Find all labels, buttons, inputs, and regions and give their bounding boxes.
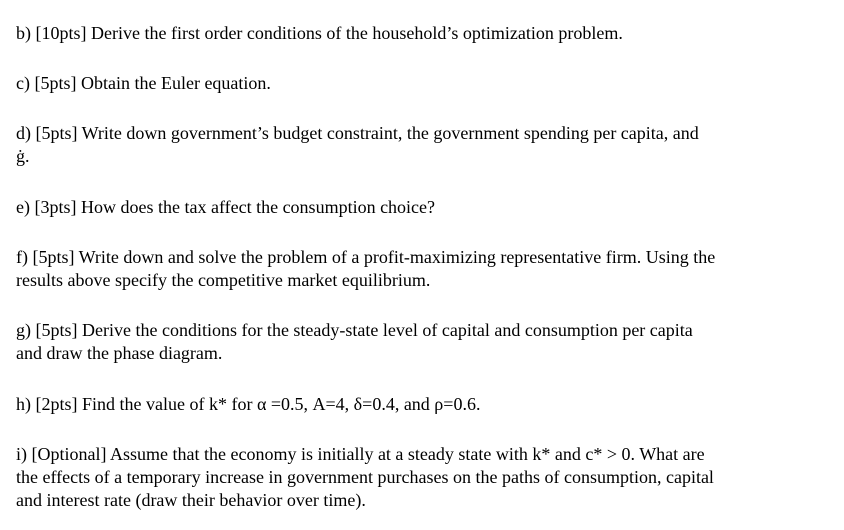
question-g (16, 319, 826, 365)
question-f-line-1: f) [5pts] Write down and solve the problem of a profit-maximizing representative firm. Using the (16, 247, 716, 267)
question-d-line-2: ġ. (16, 146, 30, 166)
question-b-line-1: b) [10pts] Derive the first order conditions of the household’s optimization problem. (16, 23, 623, 43)
question-c (16, 72, 826, 95)
question-e-line-1: e) [3pts] How does the tax affect the consumption choice? (16, 197, 436, 217)
question-d-line-1: d) [5pts] Write down government’s budget constraint, the government spending per capita, and (16, 123, 699, 143)
question-h-line-1: h) [2pts] Find the value of k* for α =0.5, A=4, δ=0.4, and ρ=0.6. (16, 394, 481, 414)
question-i-line-3: and interest rate (draw their behavior over time). (16, 490, 366, 510)
question-i (16, 443, 826, 512)
question-i-line-1: i) [Optional] Assume that the economy is initially at a steady state with k* and c* > 0. What are (16, 444, 705, 464)
question-f-line-2: results above specify the competitive market equilibrium. (16, 270, 431, 290)
question-g-line-1: g) [5pts] Derive the conditions for the steady-state level of capital and consumption per capita (16, 320, 693, 340)
question-d (16, 122, 826, 168)
question-h (16, 393, 826, 416)
question-c-line-1: c) [5pts] Obtain the Euler equation. (16, 73, 271, 93)
question-e (16, 196, 826, 219)
question-i-line-2: the effects of a temporary increase in government purchases on the paths of consumption, capital (16, 467, 714, 487)
question-g-line-2: and draw the phase diagram. (16, 343, 223, 363)
question-b (16, 22, 826, 45)
question-f (16, 246, 826, 292)
